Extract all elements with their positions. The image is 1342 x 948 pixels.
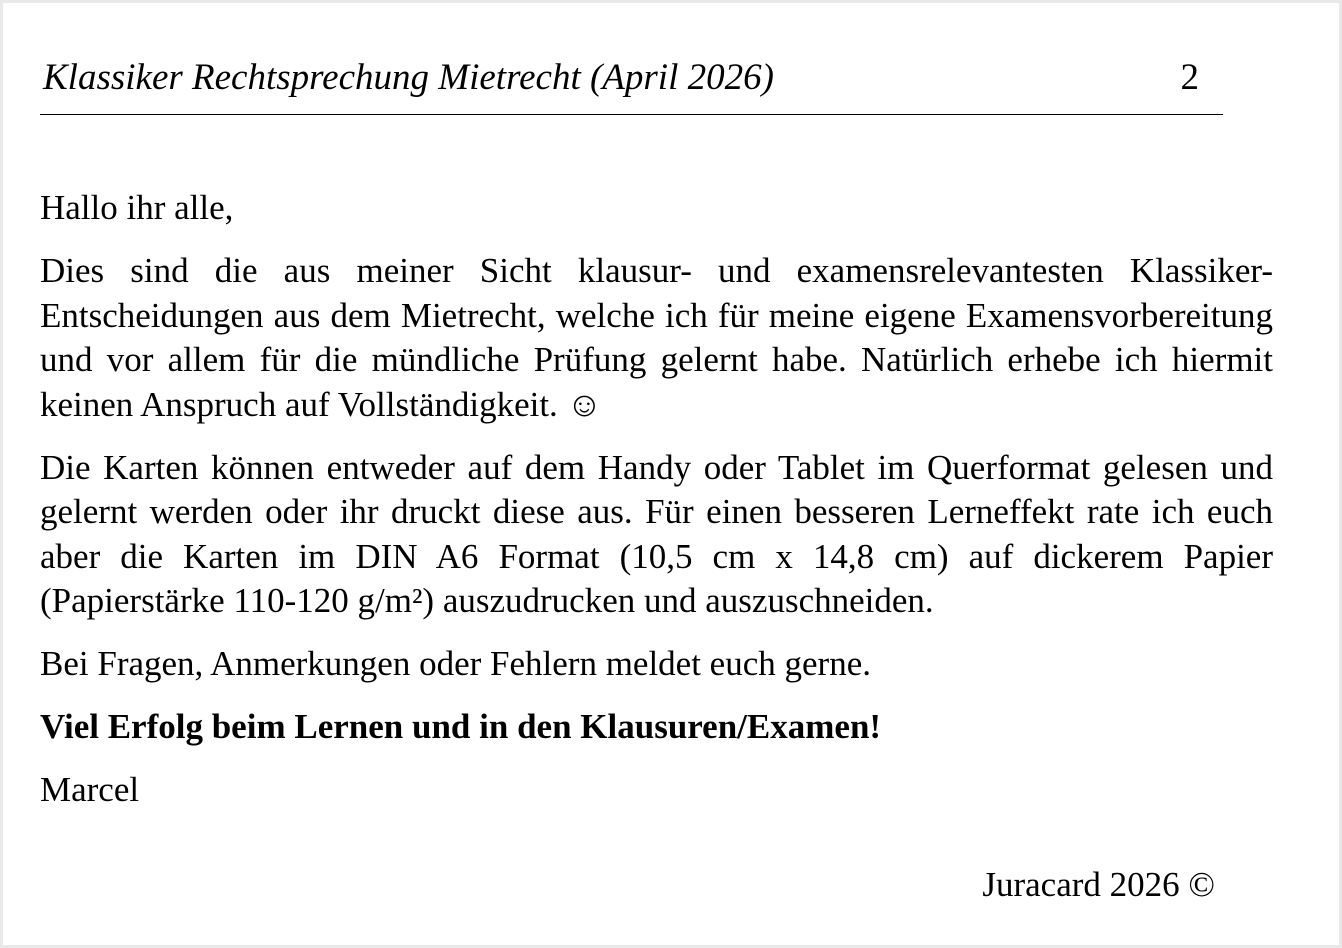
paragraph-usage: Die Karten können entweder auf dem Handy oder Tablet im Querformat gelesen und gelernt werden oder ihr druckt diese aus. Für einen besseren Lerneffekt rate ich euch aber die Karten im DIN A6 Format (10,5 cm x 14,8 cm) auf dickerem Papier (Papierstärke 110-120 g/m²) auszudrucken und auszuschneiden.	[40, 447, 1273, 620]
signature: Marcel	[40, 770, 140, 809]
document-body	[40, 186, 1273, 831]
paragraph-intro: Dies sind die aus meiner Sicht klausur- und examensrelevantesten Klassiker-Entscheidungen aus dem Mietrecht, welche ich für meine eigene Examensvorbereitung und vor allem für die mündliche Prüfung gelernt habe. Natürlich erhebe ich hiermit keinen Anspruch auf Vollständigkeit. ☺	[40, 251, 1273, 424]
header-title: Klassiker Rechtsprechung Mietrecht (April 2026)	[43, 57, 774, 98]
paragraph-contact: Bei Fragen, Anmerkungen oder Fehlern meldet euch gerne.	[40, 644, 871, 683]
closing-wish: Viel Erfolg beim Lernen und in den Klausuren/Examen!	[40, 707, 882, 746]
copyright-footer: Juracard 2026 ©	[982, 865, 1215, 904]
greeting: Hallo ihr alle,	[40, 188, 234, 227]
page-header	[40, 57, 1223, 115]
page-number: 2	[1180, 57, 1199, 98]
